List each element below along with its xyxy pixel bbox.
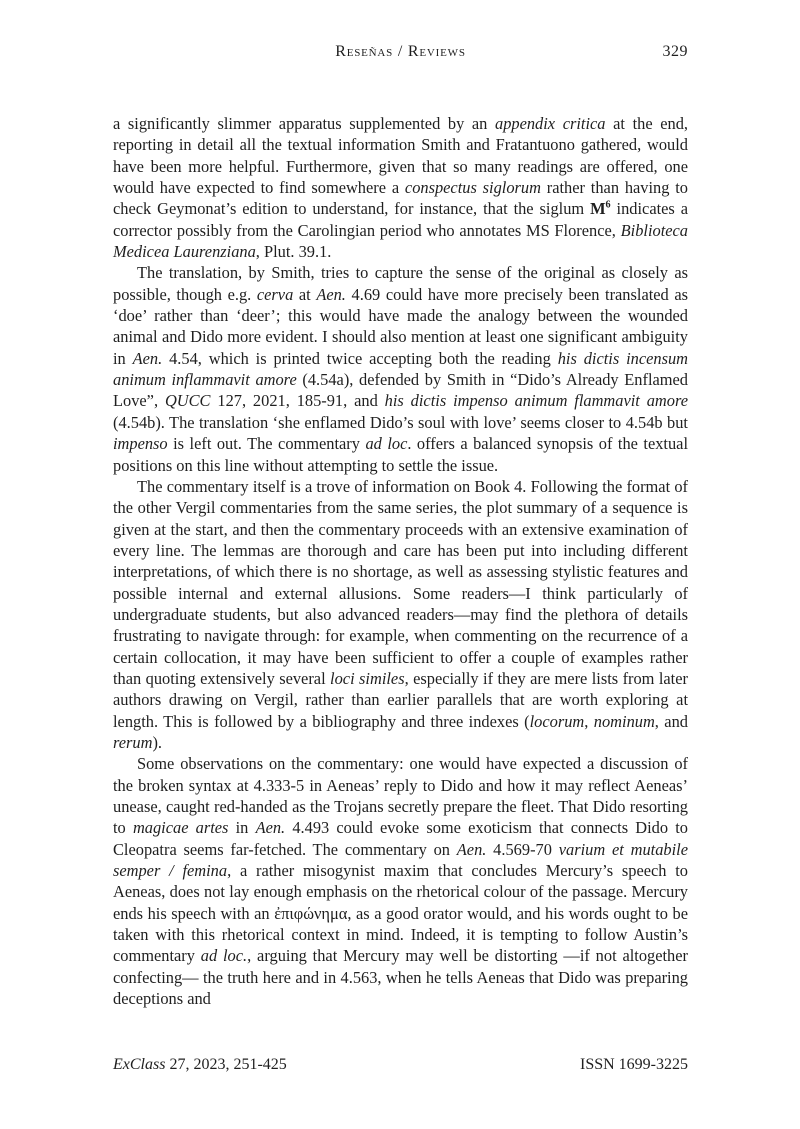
text-segment: varium et mutabile semper / femina xyxy=(113,839,688,881)
text-segment: nominum xyxy=(593,711,655,731)
header-title: Reseñas / Reviews xyxy=(335,43,466,60)
text-segment: is left out. The commentary xyxy=(167,434,366,454)
page-number: 329 xyxy=(662,43,688,60)
text-segment: (4.54b). The translation ‘she enflamed Dido’s soul with love’ seems closer to 4.54b but xyxy=(113,412,688,432)
text-segment: rerum xyxy=(113,732,153,752)
footer-citation xyxy=(113,1056,287,1074)
text-segment: , especially if they are mere lists from later authors drawing on Vergil, rather than earlier parallels that are worth exploring at length. This is followed by a bibliography and three indexes ( xyxy=(113,668,688,731)
text-segment: indicates a corrector possibly from the Carolingian period who annotates MS Florence, xyxy=(113,199,688,240)
text-segment: Aen. xyxy=(132,348,163,368)
text-segment: magicae artes xyxy=(132,818,229,838)
text-segment: 6 xyxy=(605,199,611,211)
text-segment: , arguing that Mercury may well be distorting —if not altogether confecting— the truth here and in 4.563, when he tells Aeneas that Dido was preparing deceptions and xyxy=(113,946,688,1009)
text-segment: Biblioteca Medicea Laurenziana xyxy=(113,220,688,262)
text-segment: The translation, by Smith, tries to capture the sense of the original as closely as possible, though e.g. xyxy=(113,263,688,304)
text-segment: ad loc. xyxy=(200,946,248,966)
paragraph xyxy=(113,753,688,1009)
text-segment: rather than having to check Geymonat’s edition to understand, for instance, that the siglum xyxy=(113,178,689,219)
text-segment: Aen. xyxy=(255,818,286,838)
text-segment: Aen. xyxy=(316,284,346,304)
text-segment: M xyxy=(590,199,606,219)
text-segment: his dictis impenso animum flammavit amore xyxy=(384,391,688,411)
paragraph xyxy=(113,476,688,753)
text-segment: , and xyxy=(654,711,688,731)
text-segment: , Plut. 39.1. xyxy=(255,242,332,262)
text-segment: his dictis incensum animum inflammavit amore xyxy=(113,348,688,390)
journal-title: ExClass xyxy=(113,1056,166,1073)
text-segment: 127, 2021, 185-91, and xyxy=(210,391,385,411)
footer-issn: ISSN 1699-3225 xyxy=(579,1056,688,1073)
text-segment: at xyxy=(293,284,317,304)
text-segment: 4.569-70 xyxy=(486,839,559,859)
text-segment: conspectus siglorum xyxy=(404,178,541,198)
text-segment: . offers a balanced synopsis of the textual positions on this line without attempting to settle the issue. xyxy=(113,434,689,475)
text-segment: loci similes xyxy=(330,668,405,688)
text-segment: (4.54a), defended by Smith in “Dido’s Already Enflamed Love”, xyxy=(113,370,688,411)
text-segment: , xyxy=(584,711,594,731)
page-footer xyxy=(113,1056,688,1074)
body-text xyxy=(113,113,688,1009)
text-segment: appendix critica xyxy=(495,114,606,133)
text-segment: at the end, reporting in detail all the textual information Smith and Fratantuono gathered, would have been more helpful. Furthermore, given that so many readings are offered, one would have expected to find somewhere a xyxy=(113,114,688,198)
text-segment: ad loc xyxy=(365,434,408,454)
footer-issue-info: 27, 2023, 251-425 xyxy=(165,1056,287,1073)
text-segment: cerva xyxy=(256,284,294,304)
text-segment: 4.493 could evoke some exoticism that connects Dido to Cleopatra seems far-fetched. The commentary on xyxy=(113,818,689,859)
text-segment: , a rather misogynist maxim that concludes Mercury’s speech to Aeneas, does not lay enough emphasis on the rhetorical colour of the passage. Mercury ends his speech with an ἐπιφώνημα, as a good orator would, and his words ought to be taken with this rhetorical context in mind. Indeed, it is tempting to follow Austin’s commentary xyxy=(113,861,689,966)
text-segment: a significantly slimmer apparatus supplemented by an xyxy=(113,114,495,133)
running-header xyxy=(113,43,688,63)
paragraph xyxy=(113,262,688,475)
text-segment: ). xyxy=(152,732,163,752)
text-segment: in xyxy=(228,818,256,838)
text-segment: impenso xyxy=(113,434,168,454)
paragraph xyxy=(113,113,688,262)
text-segment: QUCC xyxy=(164,391,211,411)
text-segment: 4.69 could have more precisely been translated as ‘doe’ rather than ‘deer’; this would have made the analogy between the wounded animal and Dido more evident. I should also mention at least one significant ambiguity in xyxy=(113,284,689,368)
text-segment: Some observations on the commentary: one would have expected a discussion of the broken syntax at 4.333-5 in Aeneas’ reply to Dido and how it may reflect Aeneas’ unease, caught red-handed as the Trojans secretly prepare the fleet. That Dido resorting to xyxy=(113,754,688,838)
text-segment: 4.54, which is printed twice accepting both the reading xyxy=(162,348,558,368)
text-segment: locorum xyxy=(529,711,585,731)
text-segment: Aen. xyxy=(456,839,487,859)
text-segment: The commentary itself is a trove of information on Book 4. Following the format of the other Vergil commentaries from the same series, the plot summary of a sequence is given at the start, and then the commentary proceeds with an extensive examination of every line. The lemmas are thorough and care has been put into including different interpretations, of which there is no shortage, as well as assessing stylistic features and possible internal and external allusions. Some readers—I think particularly of undergraduate students, but also advanced readers—may find the plethora of details frustrating to navigate through: for example, when commenting on the recurrence of a certain collocation, it may have been sufficient to offer a couple of examples rather than quoting extensively several xyxy=(113,476,688,688)
